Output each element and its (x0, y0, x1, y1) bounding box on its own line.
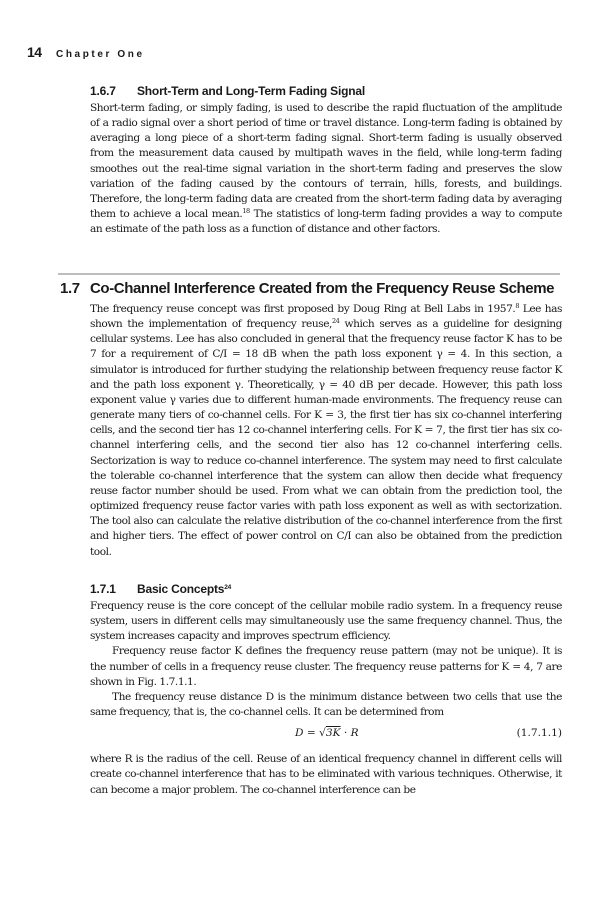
section-number: 1.6.7 (90, 84, 116, 98)
reference-mark: 24 (224, 584, 232, 591)
equation-body: D = √3K · R (295, 727, 359, 740)
equation-1-7-1-1 (90, 724, 562, 746)
section-divider (58, 273, 560, 275)
section-title: Short-Term and Long-Term Fading Signal (137, 84, 365, 98)
running-header (27, 44, 145, 62)
section-1-7-1 (90, 582, 562, 798)
paragraph: Frequency reuse factor K defines the frequency reuse pattern (may not be unique). It is the number of cells in a frequency reuse cluster. The frequency reuse patterns for K = 4, 7 are shown in Fig. 1.7.1.1. (90, 645, 562, 688)
radicand: 3K (325, 727, 341, 740)
paragraph: The frequency reuse concept was first proposed by Doug Ring at Bell Labs in 1957.$^8$ Lee has shown the implementation of frequency reuse,$^{24}$ which serves as a guideline for designing cellular systems. Lee has also concluded in general that the frequency reuse factor K has to be 7 for a requirement of C/I = 18 dB when the path loss exponent γ = 4. In this section, a simulator is introduced for further studying the relationship between frequency reuse factor K and the path loss exponent γ. Theoretically, γ = 40 dB per decade. However, this path loss exponent value γ varies due to different human-made environments. The frequency reuse can generate many tiers of co-channel cells. For K = 3, the first tier has six co-channel interfering cells, and the second tier has 12 co-channel interfering cells. For K = 7, the first tier has six co-channel interfering cells, and the second tier also has 12 co-channel interfering cells. Sectorization is way to reduce co-channel interference. The system may need to first calculate the tolerable co-channel interference that the system can allow then decide what frequency reuse factor number should be used. From what we can obtain from the prediction tool, the optimized frequency reuse factor varies with path loss exponent as well as with sectorization. The tool also can calculate the relative distribution of the co-channel interference from the first and higher tiers. The effect of power control on C/I can also be obtained from the prediction tool. (90, 302, 562, 558)
section-heading-1-7 (60, 280, 565, 297)
chapter-label: Chapter One (56, 49, 145, 60)
paragraph: Frequency reuse is the core concept of the cellular mobile radio system. In a frequency reuse system, users in different cells may simultaneously use the same frequency channel. Thus, the system increases capacity and improves spectrum efficiency. (90, 600, 562, 643)
reference-mark: 18 (242, 207, 250, 216)
sqrt-symbol: √ (319, 727, 326, 740)
reference-mark: 24 (331, 317, 340, 326)
section-1-6-7 (90, 84, 562, 237)
section-1-7-body (90, 302, 562, 560)
section-number: 1.7 (60, 280, 80, 297)
section-number: 1.7.1 (90, 582, 116, 596)
paragraph: Short-term fading, or simply fading, is used to describe the rapid fluctuation of the amplitude of a radio signal over a short period of time or travel distance. Long-term fading is obtained by averaging a long piece of a short-term fading signal. Short-term fading is usually observed from the measurement data caused by multipath waves in the field, while long-term fading smoothes out the real-time signal variation in the short-term fading and preserves the slow variation of the fading caused by the contours of terrain, hills, forests, and buildings. Therefore, the long-term fading data are created from the short-term fading data by averaging them to achieve a local mean.$^{18}$ The statistics of long-term fading provides a way to compute an estimate of the path loss as a function of distance and other factors. (90, 102, 562, 236)
reference-mark: 8 (515, 302, 519, 310)
section-title: Basic Concepts (137, 582, 225, 596)
page-number: 14 (27, 44, 42, 60)
paragraph: The frequency reuse distance D is the minimum distance between two cells that use the same frequency, that is, the co-channel cells. It can be determined from (90, 690, 562, 719)
equation-number: (1.7.1.1) (516, 727, 562, 740)
section-heading (90, 582, 562, 596)
section-title: Co-Channel Interference Created from the Frequency Reuse Scheme (90, 280, 555, 297)
paragraph: where R is the radius of the cell. Reuse of an identical frequency channel in different cells will create co-channel interference that has to be eliminated with various techniques. Otherwise, it can become a major problem. The co-channel interference can be (90, 753, 562, 796)
section-heading (90, 84, 562, 98)
